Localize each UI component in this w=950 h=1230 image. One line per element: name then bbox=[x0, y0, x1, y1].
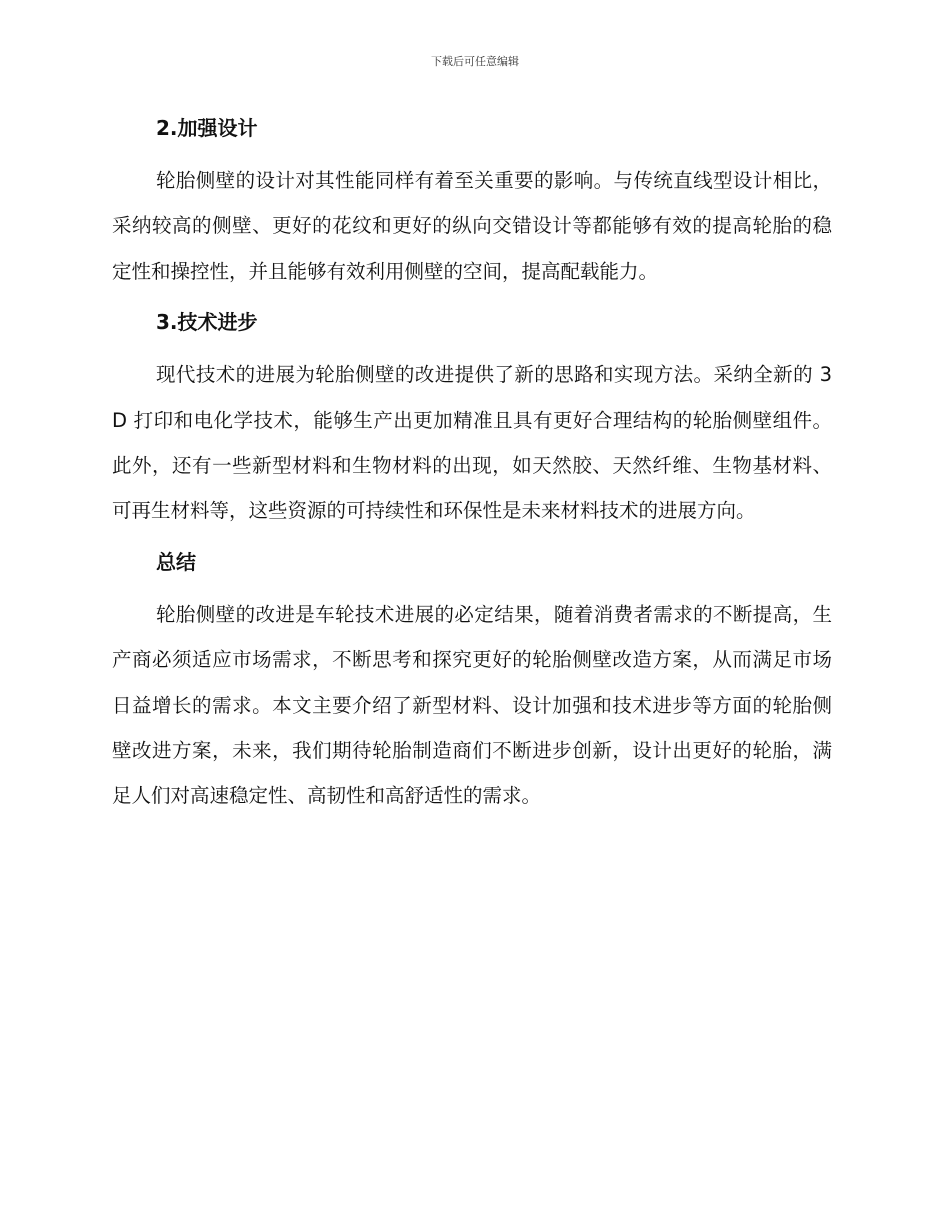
page-header: 下载后可任意编辑 bbox=[431, 55, 519, 68]
section-paragraph-summary: 轮胎侧壁的改进是车轮技术进展的必定结果，随着消费者需求的不断提高，生产商必须适应市场需求，不断思考和探究更好的轮胎侧壁改造方案，从而满足市场日益增长的需求。本文主要介绍了新型材料、设计加强和技术进步等方面的轮胎侧壁改进方案，未来，我们期待轮胎制造商们不断进步创新，设计出更好的轮胎，满足人们对高速稳定性、高韧性和高舒适性的需求。 bbox=[112, 602, 832, 808]
section-paragraph-design: 轮胎侧壁的设计对其性能同样有着至关重要的影响。与传统直线型设计相比，采纳较高的侧壁、更好的花纹和更好的纵向交错设计等都能够有效的提高轮胎的稳定性和操控性，并且能够有效利用侧壁的空间，提高配载能力。 bbox=[112, 169, 832, 283]
section-heading-summary: 总结 bbox=[156, 549, 196, 574]
section-heading-design: 2.加强设计 bbox=[156, 116, 258, 140]
document-body bbox=[112, 112, 832, 819]
section-paragraph-technology: 现代技术的进展为轮胎侧壁的改进提供了新的思路和实现方法。采纳全新的 3D 打印和电化学技术，能够生产出更加精准且具有更好合理结构的轮胎侧壁组件。此外，还有一些新型材料和生物材料的出现，如天然胶、天然纤维、生物基材料、可再生材料等，这些资源的可持续性和环保性是未来材料技术的进展方向。 bbox=[112, 363, 832, 523]
section-heading-technology: 3.技术进步 bbox=[156, 310, 258, 335]
